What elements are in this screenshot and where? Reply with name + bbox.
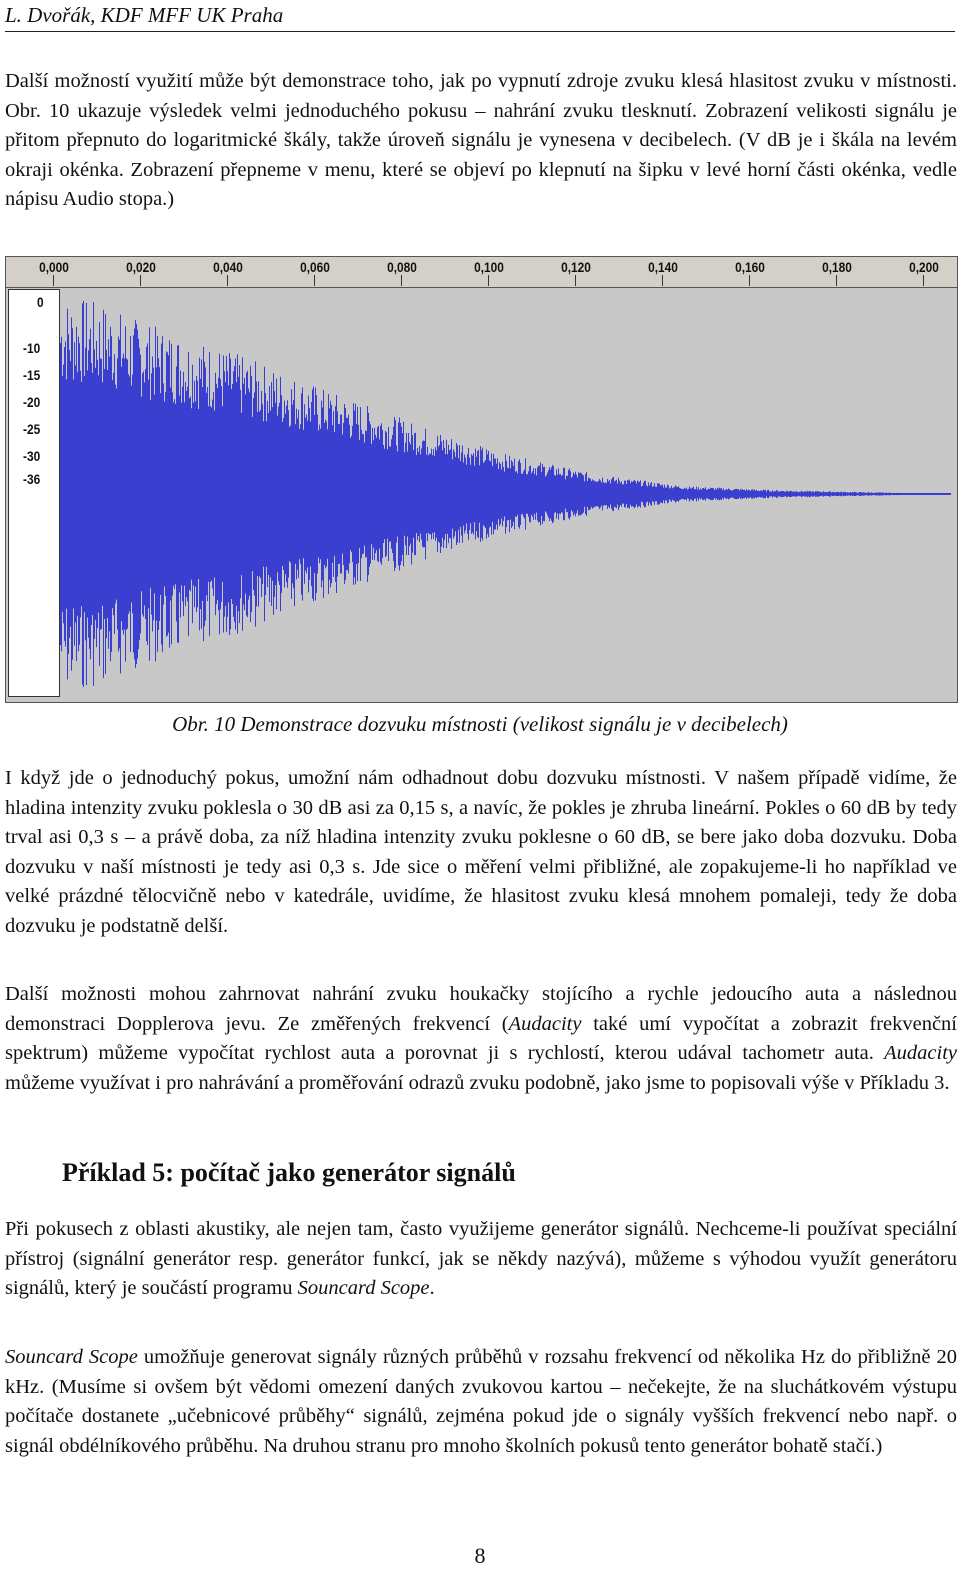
time-tick-label: 0,040 bbox=[213, 259, 243, 275]
section-heading: Příklad 5: počítač jako generátor signálů bbox=[62, 1158, 516, 1187]
time-tick-label: 0,020 bbox=[126, 259, 156, 275]
time-tick-label: 0,160 bbox=[735, 259, 765, 275]
time-tick-label: 0,080 bbox=[387, 259, 417, 275]
time-tick-label: 0,180 bbox=[822, 259, 852, 275]
paragraph-3-text-e: můžeme využívat i pro nahrávání a proměřování odrazů zvuku podobně, jako jsme to popisovali výše v Příkladu 3. bbox=[5, 1071, 950, 1094]
time-tick-mark bbox=[488, 275, 489, 286]
time-tick-label: 0,140 bbox=[648, 259, 678, 275]
time-tick-mark bbox=[749, 275, 750, 286]
audio-track[interactable] bbox=[6, 288, 957, 700]
paragraph-3-text-a: Další možnosti mohou zahrnovat nahrání zvuku houkačky stojícího a rychle jedoucího auta a následnou demonstraci Dopplerova jevu. Ze změřených frekvencí ( bbox=[5, 983, 957, 1035]
time-tick-mark bbox=[836, 275, 837, 286]
audacity-name: Audacity bbox=[884, 1042, 957, 1064]
waveform-plot bbox=[6, 288, 957, 700]
paragraph-5-text-b: umožňuje generovat signály různých průběhů v rozsahu frekvencí od několika Hz do přibližně 20 kHz. (Musíme si ovšem být vědomi omezení daných zvukovou kartou – nečekejte, že na sluchátkovém výstupu počítače dostanete „učebnicové průběhy“ signálů, zejména pokud jde o signály vyšších frekvencí nebo např. o signál obdélníkového průběhu. Na druhou stranu pro mnoho školních pokusů tento generátor bohatě stačí.) bbox=[5, 1346, 958, 1457]
time-tick-mark bbox=[314, 275, 315, 286]
db-tick-label: -10 bbox=[23, 340, 41, 356]
paragraph-2: I když jde o jednoduchý pokus, umožní nám odhadnout dobu dozvuku místnosti. V našem případě vidíme, že hladina intenzity zvuku poklesla o 30 dB asi za 0,15 s, a navíc, že pokles je zhruba lineární. Pokles o 60 dB by tedy trval asi 0,3 s – a právě doba, za níž hladina intenzity zvuku poklesne o 60 dB, se bere jako doba dozvuku. Doba dozvuku v naší místnosti je tedy asi 0,3 s. Jde sice o měření velmi přibližné, ale zopakujeme-li ho například ve velké prázdné tělocvičně nebo v katedrále, uvidíme, že hlasitost zvuku klesá mnohem pomaleji, tedy že doba dozvuku je podstatně delší. bbox=[5, 767, 957, 937]
time-tick-label: 0,100 bbox=[474, 259, 504, 275]
time-ruler[interactable] bbox=[6, 257, 957, 288]
paragraph-1: Další možností využití může být demonstrace toho, jak po vypnutí zdroje zvuku klesá hlasitost zvuku v místnosti. Obr. 10 ukazuje výsledek velmi jednoduchého pokusu – nahrání zvuku tlesknutí. Zobrazení velikosti signálu je přitom přepnuto do logaritmické škály, takže úroveň signálu je vynesena v decibelech. (V dB je i škála na levém okraji okénka. Zobrazení přepneme v menu, které se objeví po klepnutí na šipku v levé horní části okénka, vedle nápisu Audio stopa.) bbox=[5, 70, 957, 210]
db-scale-panel[interactable] bbox=[8, 289, 60, 697]
time-tick-mark bbox=[923, 275, 924, 286]
waveform-figure bbox=[5, 256, 958, 703]
paragraph-4-text-c: . bbox=[429, 1277, 435, 1299]
page-number: 8 bbox=[474, 1543, 486, 1568]
time-tick-mark bbox=[401, 275, 402, 286]
time-tick-mark bbox=[575, 275, 576, 286]
paragraph-5 bbox=[5, 1343, 957, 1461]
figure-caption: Obr. 10 Demonstrace dozvuku místnosti (velikost signálu je v decibelech) bbox=[172, 712, 788, 736]
time-tick-mark bbox=[140, 275, 141, 286]
db-tick-label: -20 bbox=[23, 394, 41, 410]
paragraph-3-text-c: také umí vypočítat a zobrazit frekvenční spektrum) můžeme vypočítat rychlost auta a porovnat ji s rychlostí, kterou udával tachometr auta. bbox=[5, 1012, 957, 1064]
time-tick-mark bbox=[662, 275, 663, 286]
db-tick-label: -30 bbox=[23, 448, 41, 464]
page-header: L. Dvořák, KDF MFF UK Praha bbox=[5, 1, 955, 32]
time-tick-label: 0,120 bbox=[561, 259, 591, 275]
db-tick-label: 0 bbox=[37, 294, 44, 310]
time-tick-mark bbox=[227, 275, 228, 286]
time-tick-mark bbox=[53, 275, 54, 286]
paragraph-4-text-a: Při pokusech z oblasti akustiky, ale nejen tam, často využijeme generátor signálů. Nechceme-li používat speciální přístroj (signální generátor resp. generátor funkcí, jak se někdy nazývá), můžeme s výhodou využít generátoru signálů, který je součástí programu bbox=[5, 1218, 957, 1299]
souncard-scope-name: Souncard Scope bbox=[5, 1346, 138, 1368]
paragraph-3 bbox=[5, 980, 957, 1098]
db-tick-label: -36 bbox=[23, 471, 41, 487]
paragraph-4 bbox=[5, 1215, 957, 1304]
souncard-scope-name: Souncard Scope bbox=[297, 1277, 430, 1299]
time-tick-label: 0,200 bbox=[909, 259, 939, 275]
time-tick-label: 0,060 bbox=[300, 259, 330, 275]
time-tick-label: 0,000 bbox=[39, 259, 69, 275]
db-tick-label: -25 bbox=[23, 421, 41, 437]
audacity-name: Audacity bbox=[508, 1012, 582, 1035]
db-tick-label: -15 bbox=[23, 367, 41, 383]
